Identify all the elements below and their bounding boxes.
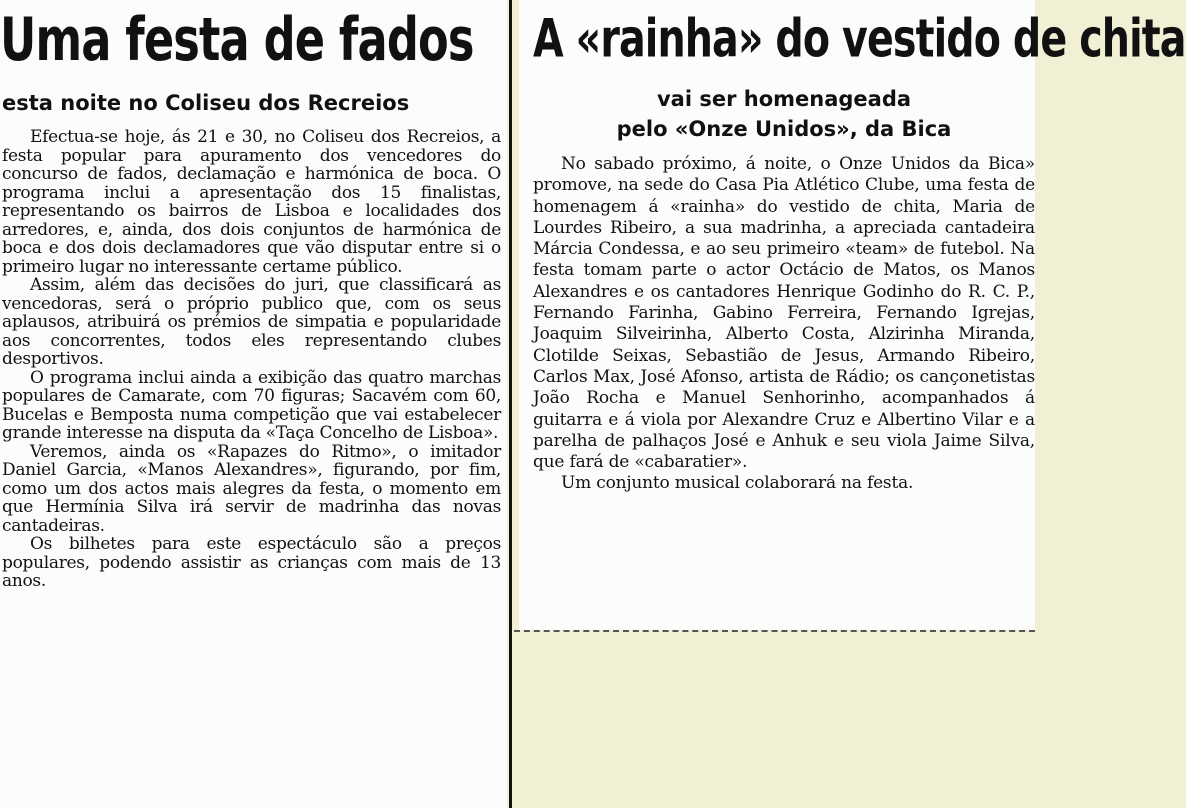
left-paragraph-1: Efectua-se hoje, ás 21 e 30, no Coliseu dos Recreios, a festa popular para apuramento dos vencedores do concurso de fados, declamação e harmónica de boca. O programa inclui a apresentação dos 15 finalistas, representando os bairros de Lisboa e localidades dos arredores, e, ainda, dos dois conjuntos de harmónica de boca e dos dois declamadores que vão disputar entre si o primeiro lugar no interessante certame público.: [2, 127, 501, 277]
right-paragraph-2: Um conjunto musical colaborará na festa.: [561, 473, 914, 494]
right-paragraph-1: No sabado próximo, á noite, o Onze Unidos da Bica» promove, na sede do Casa Pia Atlético Clube, uma festa de homenagem á «rainha» do vestido de chita, Maria de Lourdes Ribeiro, a sua madrinha, a apreciada cantadeira Márcia Condessa, e ao seu primeiro «team» de futebol. Na festa tomam parte o actor Octácio de Matos, os Manos Alexandres e os cantadores Henrique Godinho do R. C. P., Fernando Farinha, Gabino Ferreira, Fernando Igrejas, Joaquim Silveirinha, Alberto Costa, Alzirinha Miranda, Clotilde Seixas, Sebastião de Jesus, Armando Ribeiro, Carlos Max, José Afonso, artista de Rádio; os cançonetistas João Rocha e Manuel Senhorinho, acompanhados á guitarra e á viola por Alexandre Cruz e Albertino Vilar e a parelha de palhaços José e Anhuk e seu viola Jaime Silva, que fará de «cabaratier».: [533, 154, 1035, 473]
left-paragraph-2: Assim, além das decisões do juri, que classificará as vencedoras, será o próprio publico que, com os seus aplausos, atribuirá os prémios de simpatia e popularidade aos concorrentes, todos eles representando clubes desportivos.: [2, 275, 501, 369]
right-article: [519, 0, 1186, 630]
blank-paper-area: [514, 634, 1035, 808]
right-subheadline-line-1: vai ser homenageada: [656, 87, 912, 111]
left-body: [0, 128, 501, 591]
right-subheadline-line-2: pelo «Onze Unidos», da Bica: [616, 117, 952, 141]
column-divider: [509, 0, 512, 808]
left-paragraph-3: O programa inclui ainda a exibição das quatro marchas populares de Camarate, com 70 figuras; Sacavém com 60, Bucelas e Bemposta numa competição que vai estabelecer grande interesse na disputa da «Taça Concelho de Lisboa».: [2, 367, 501, 443]
left-subheadline: esta noite no Coliseu dos Recreios: [2, 91, 410, 115]
left-paragraph-4: Veremos, ainda os «Rapazes do Ritmo», o imitador Daniel Garcia, «Manos Alexandres», figurando, por fim, como um dos actos mais alegres da festa, o momento em que Hermínia Silva irá servir de madrinha das novas cantadeiras.: [2, 441, 501, 536]
right-body: [533, 154, 1035, 495]
left-headline: Uma festa de fados: [0, 5, 474, 75]
left-article: [0, 0, 507, 808]
left-paragraph-5: Os bilhetes para este espectáculo são a preços populares, podendo assistir as crianças com mais de 13 anos.: [2, 534, 501, 591]
right-headline: A «rainha» do vestido de chita: [533, 8, 1186, 70]
